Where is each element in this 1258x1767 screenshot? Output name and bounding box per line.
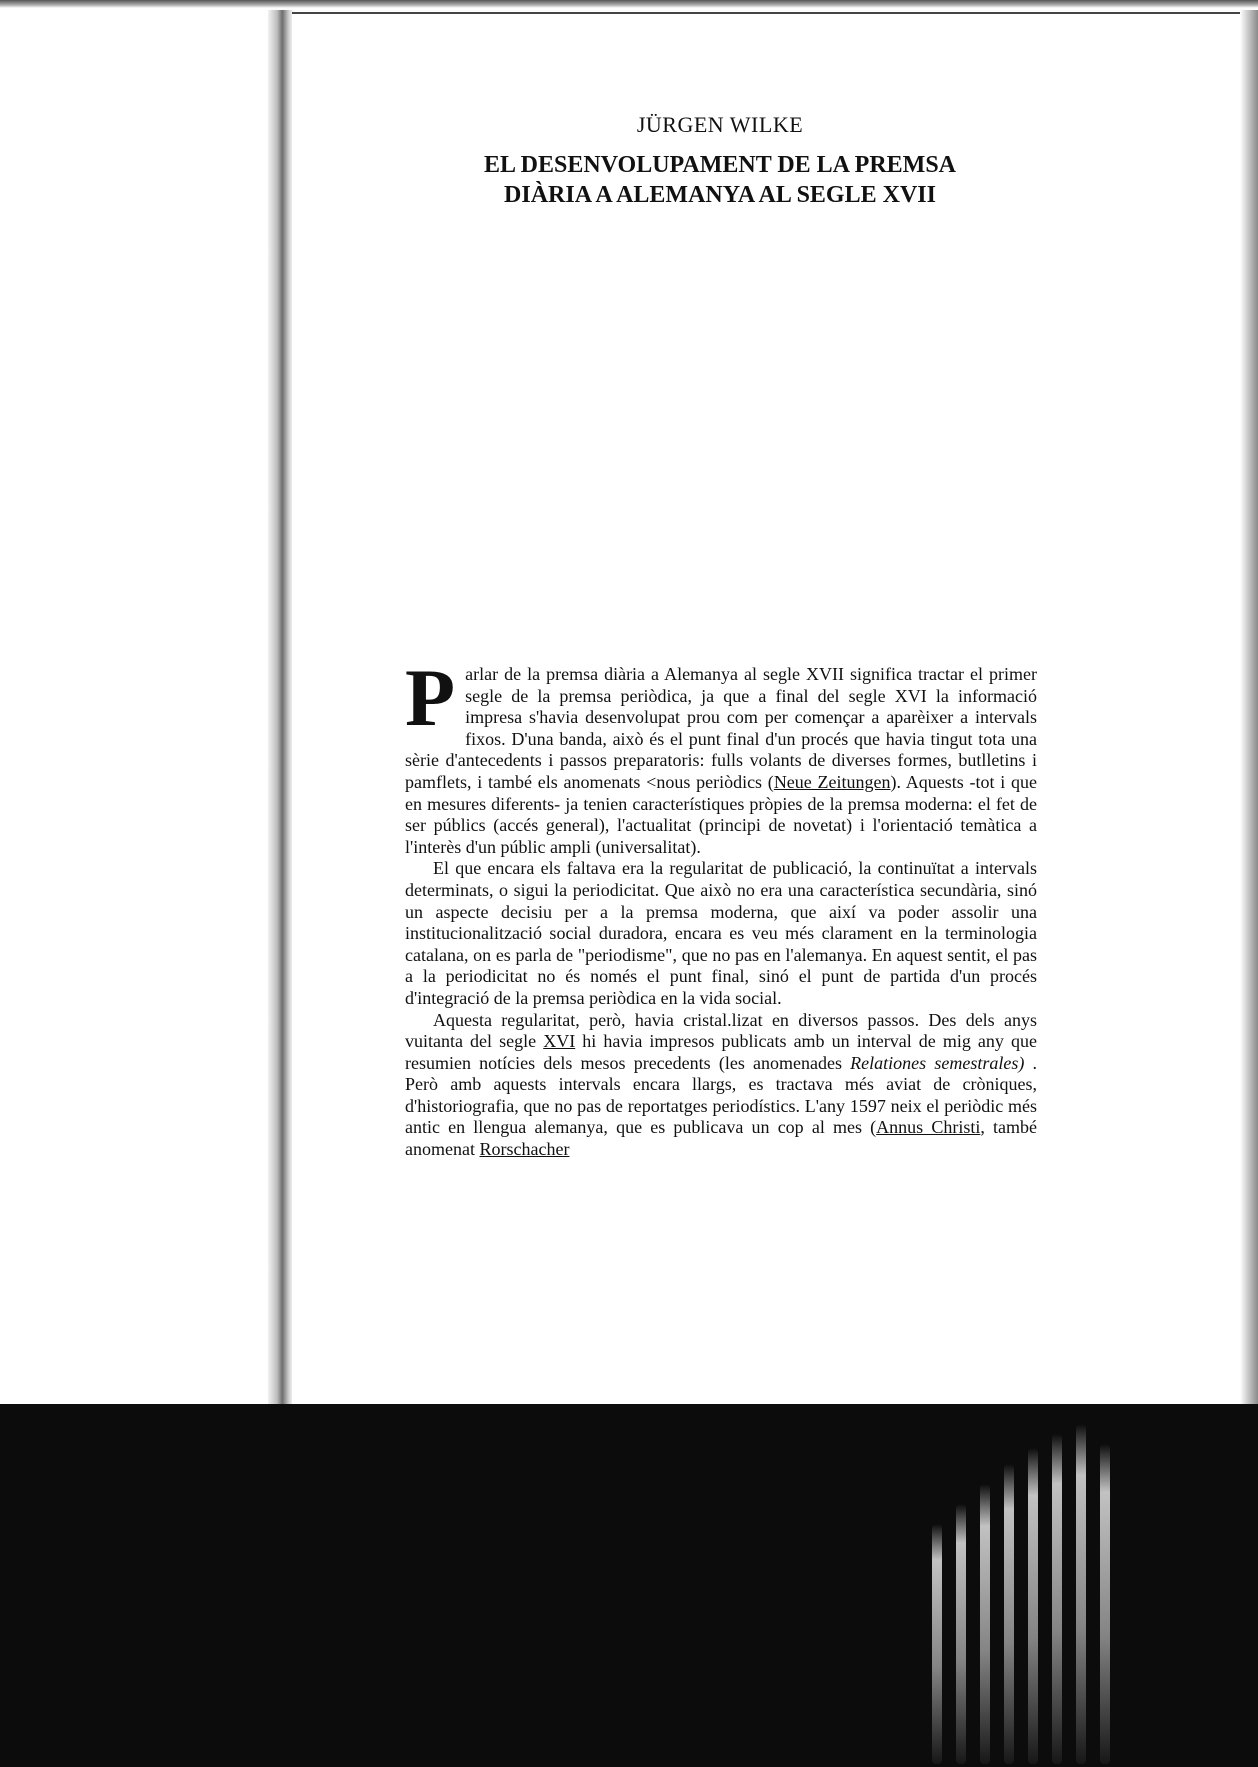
article-title [400, 150, 1040, 210]
paragraph-3-text-b: hi havia impresos publicats amb un interval de mig any que resumien notícies dels mesos precedents (les anomenades [405, 1031, 1037, 1073]
article-heading [400, 112, 1040, 210]
light-reflection-stripe [1004, 1464, 1014, 1764]
paragraph-3-text-c: . Però amb aquests intervals encara llargs, es tractava més aviat de cròniques, d'historiografia, que no pas de reportatges periodístics. L'any 1597 neix el periòdic més antic en llengua alemanya, que es publicava un cop al mes ( [405, 1052, 1038, 1138]
scan-top-edge [0, 0, 1258, 8]
underlined-term-annus-christi: Annus Christi [876, 1117, 981, 1138]
author-name: JÜRGEN WILKE [636, 112, 804, 137]
paragraph-1 [405, 652, 1037, 858]
light-reflection-stripe [932, 1524, 942, 1764]
paragraph-3 [405, 1010, 1037, 1161]
right-page-edge [1240, 10, 1258, 1405]
light-reflection-stripe [956, 1504, 966, 1764]
paragraph-1-text-a: arlar de la premsa diària a Alemanya al segle XVII significa tractar el primer segle de la premsa periòdica, ja que a final del segle XVI la informació impresa s'havia desenvolupat prou com per començar a aparèixer a intervals fixos. D'una banda, això és el punt final d'un procés que havia tingut tota una sèrie d'antecedents i passos preparatoris: fulls volants de diverses formes, butlletins i pamflets, i també els anomenats <nous periòdics ( [405, 664, 1037, 792]
italic-term-relationes: Relationes semestrales) [850, 1052, 1025, 1073]
light-reflection-stripe [980, 1484, 990, 1764]
light-reflection-stripe [1028, 1448, 1038, 1764]
scanner-background [0, 1404, 1258, 1767]
paragraph-3-text-a: Aquesta regularitat, però, havia cristal.lizat en diversos passos. Des dels anys vuitanta del segle [405, 1009, 1037, 1052]
light-reflection-stripe [1100, 1444, 1110, 1764]
book-gutter [268, 10, 294, 1405]
paragraph-2: El que encara els faltava era la regularitat de publicació, la continuïtat a intervals determinats, o sigui la periodicitat. Que això no era una característica secundària, sinó un aspecte decisiu per a la premsa moderna, que així va poder assolir una institucionalització social duradora, encara es veu més clarament en la terminologia catalana, on es parla de "periodisme", que no pas en l'alemanya. En aquest sentit, el pas a la periodicitat no és només el punt final, sinó el punt de partida d'un procés d'integració de la premsa periòdica en la vida social. [405, 858, 1037, 1008]
paragraph-1-text-b: ). Aquests -tot i que en mesures diferents- ja tenien característiques pròpies de la premsa moderna: el fet de ser públics (accés general), l'actualitat (principi de novetat) i l'orientació temàtica a l'interès d'un públic ampli (universalitat). [405, 771, 1037, 857]
underlined-term-xvi: XVI [543, 1031, 576, 1052]
drop-cap: P [405, 652, 456, 743]
light-reflection-stripe [1076, 1424, 1086, 1764]
underlined-term-rorschacher: Rorschacher [479, 1139, 570, 1160]
title-line-1: EL DESENVOLUPAMENT DE LA PREMSA [483, 152, 957, 178]
title-line-2: DIÀRIA A ALEMANYA AL SEGLE XVII [504, 182, 936, 208]
light-reflection-stripe [1052, 1434, 1062, 1764]
paragraph-3-text-d: , també anomenat [405, 1117, 1037, 1160]
article-body [405, 652, 1038, 1161]
left-page-blank [0, 8, 270, 1405]
underlined-term-neue-zeitungen: Neue Zeitungen [773, 771, 891, 792]
